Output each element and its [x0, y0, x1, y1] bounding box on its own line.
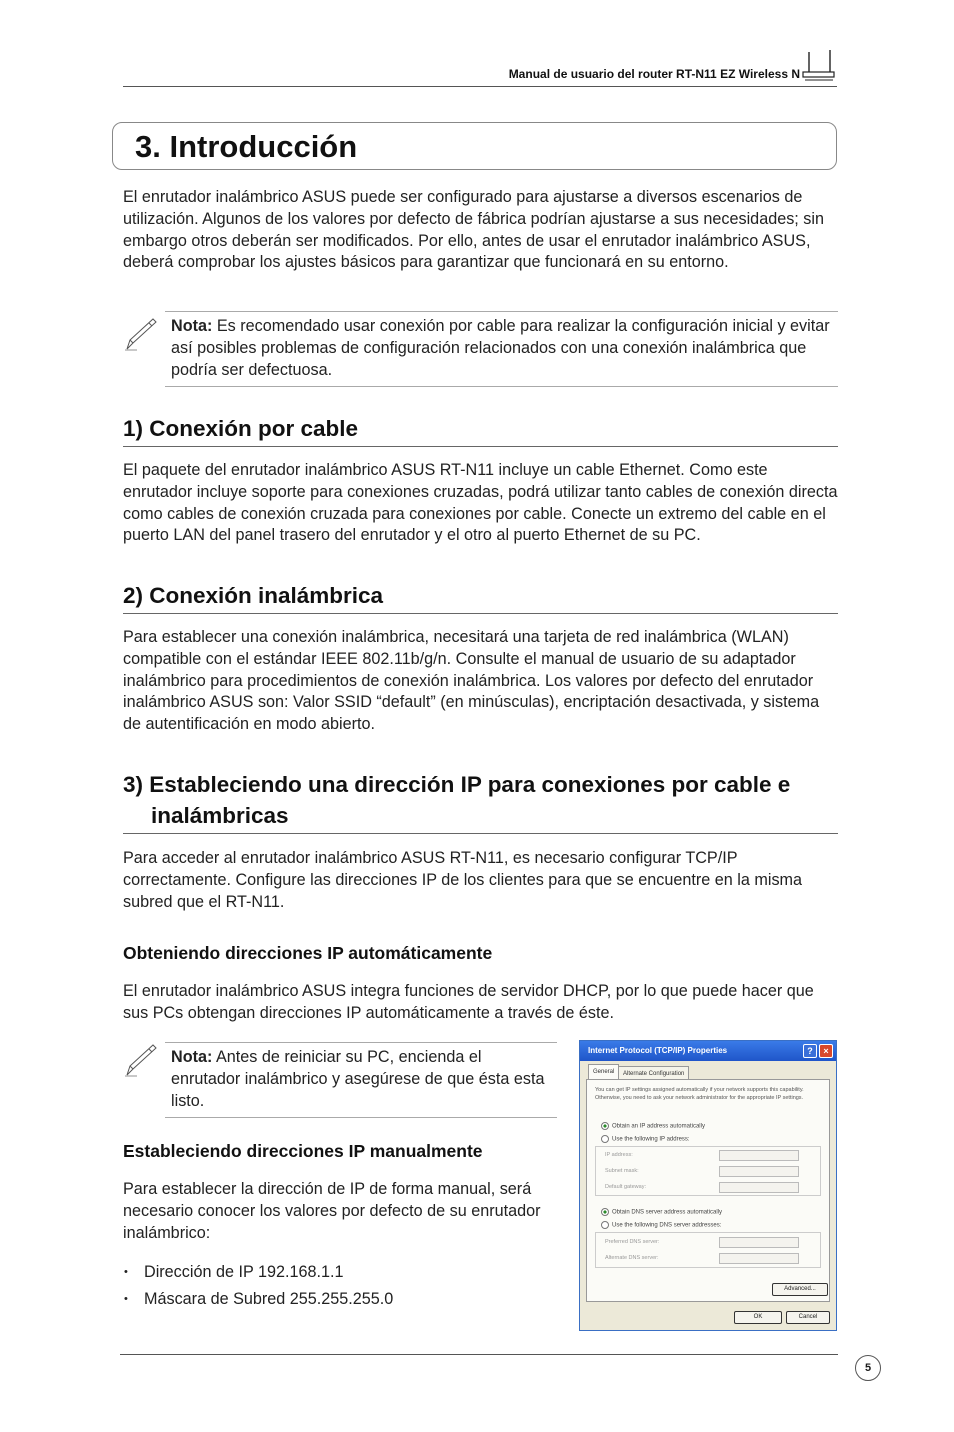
bullet-icon: •: [124, 1293, 128, 1305]
close-icon[interactable]: ×: [819, 1044, 833, 1058]
note-text: Antes de reiniciar su PC, encienda el enrutador inalámbrico y asegúrese de que ésta esta listo.: [171, 1048, 545, 1110]
subheading-manual-ip: Estableciendo direcciones IP manualmente: [123, 1141, 483, 1161]
page-number: 5: [855, 1355, 881, 1381]
radio-obtain-ip-auto[interactable]: Obtain an IP address automatically: [601, 1122, 705, 1131]
intro-paragraph: El enrutador inalámbrico ASUS puede ser configurado para ajustarse a diversos escenarios de utilización. Algunos de los valores por defecto de fábrica podrían ajustarse a sus necesidades; sin embargo otros deberán ser modificados. Por ello, antes de usar el enrutador inalámbrico ASUS, deberá comprobar los ajustes básicos para garantizar que funcionará en su entorno.: [123, 188, 824, 272]
alternate-dns-field[interactable]: [719, 1253, 799, 1264]
dialog-general-panel: [586, 1079, 830, 1302]
radio-use-following-ip[interactable]: Use the following IP address:: [601, 1135, 690, 1144]
dialog-tabs: [580, 1064, 836, 1080]
preferred-dns-label: Preferred DNS server:: [605, 1239, 660, 1245]
note-paragraph: [165, 312, 838, 381]
note-paragraph: [165, 1043, 557, 1112]
dialog-titlebar: [580, 1041, 836, 1061]
section-heading-wireless: 2) Conexión inalámbrica: [123, 580, 838, 614]
list-item: • Dirección de IP 192.168.1.1: [124, 1263, 344, 1281]
cancel-button[interactable]: Cancel: [786, 1311, 830, 1324]
pen-note-icon: [123, 316, 159, 352]
section-heading-ip: 3) Estableciendo una dirección IP para conexiones por cable e inalámbricas: [123, 769, 838, 834]
note-box: [165, 311, 838, 387]
dialog-title: Internet Protocol (TCP/IP) Properties: [588, 1046, 728, 1055]
header-rule: [123, 86, 837, 87]
list-item: • Máscara de Subred 255.255.255.0: [124, 1290, 394, 1308]
ip-address-field[interactable]: [719, 1150, 799, 1161]
note-text: Es recomendado usar conexión por cable para realizar la configuración inicial y evitar así posibles problemas de configuración relacionados con una conexión inalámbrica que podría ser defectuosa.: [171, 317, 830, 379]
ip-paragraph: Para acceder al enrutador inalámbrico ASUS RT-N11, es necesario configurar TCP/IP correctamente. Configure las direcciones IP de los clientes para que se encuentre en la misma subred que el RT-N11.: [123, 849, 803, 911]
pen-note-icon: [123, 1042, 159, 1078]
tcpip-properties-dialog: [579, 1040, 837, 1331]
tab-general[interactable]: General: [588, 1064, 619, 1080]
preferred-dns-field[interactable]: [719, 1237, 799, 1248]
wired-paragraph: El paquete del enrutador inalámbrico ASUS RT-N11 incluye un cable Ethernet. Como este enrutador incluye soporte para conexiones cruzadas, podrá utilizar tanto cables de conexión directa como cables de conexión cruzada para conexiones por cable. Conecte un extremo del cable en el puerto LAN del panel trasero del enrutador y el otro al puerto Ethernet de su PC.: [123, 461, 838, 545]
footer-rule: [120, 1354, 838, 1355]
ok-button[interactable]: OK: [734, 1311, 782, 1324]
default-gateway-label: Default gateway:: [605, 1184, 646, 1190]
alternate-dns-label: Alternate DNS server:: [605, 1255, 659, 1261]
ip-address-label: IP address:: [605, 1152, 633, 1158]
default-values-list: [123, 1262, 393, 1316]
subnet-mask-field[interactable]: [719, 1166, 799, 1177]
header-title: Manual de usuario del router RT-N11 EZ Wireless N: [508, 67, 800, 81]
router-icon: [800, 48, 836, 84]
note-label: Nota:: [171, 317, 213, 335]
advanced-button[interactable]: Advanced...: [772, 1283, 828, 1296]
tab-alternate-configuration[interactable]: Alternate Configuration: [618, 1066, 689, 1080]
default-gateway-field[interactable]: [719, 1182, 799, 1193]
radio-obtain-dns-auto[interactable]: Obtain DNS server address automatically: [601, 1208, 722, 1217]
auto-ip-paragraph: El enrutador inalámbrico ASUS integra funciones de servidor DHCP, por lo que puede hacer que sus PCs obtengan direcciones IP automáticamente a través de éste.: [123, 982, 814, 1022]
radio-use-following-dns[interactable]: Use the following DNS server addresses:: [601, 1221, 721, 1230]
subnet-mask-label: Subnet mask:: [605, 1168, 639, 1174]
manual-ip-paragraph: Para establecer la dirección de IP de forma manual, será necesario conocer los valores por defecto de su enrutador inalámbrico:: [123, 1180, 541, 1242]
dialog-description: You can get IP settings assigned automatically if your network supports this capability. Otherwise, you need to ask your network administrator for the appropriate IP settings.: [595, 1087, 804, 1101]
subheading-auto-ip: Obteniendo direcciones IP automáticamente: [123, 943, 493, 963]
chapter-heading-box: [112, 122, 837, 170]
chapter-title: 3. Introducción: [135, 129, 358, 164]
bullet-icon: •: [124, 1266, 128, 1278]
note-box: [165, 1042, 557, 1118]
help-icon[interactable]: ?: [803, 1044, 817, 1058]
section-heading-wired: 1) Conexión por cable: [123, 413, 838, 447]
wireless-paragraph: Para establecer una conexión inalámbrica, necesitará una tarjeta de red inalámbrica (WLAN) compatible con el estándar IEEE 802.11b/g/n. Consulte el manual de usuario de su adaptador inalámbrico para procedimientos de conexión inalámbrica. Los valores por defecto del enrutador inalámbrico ASUS son: Valor SSID “default” (en minúsculas), encriptación desactivada, y sistema de autentificación en modo abierto.: [123, 628, 820, 734]
note-label: Nota:: [171, 1048, 213, 1066]
